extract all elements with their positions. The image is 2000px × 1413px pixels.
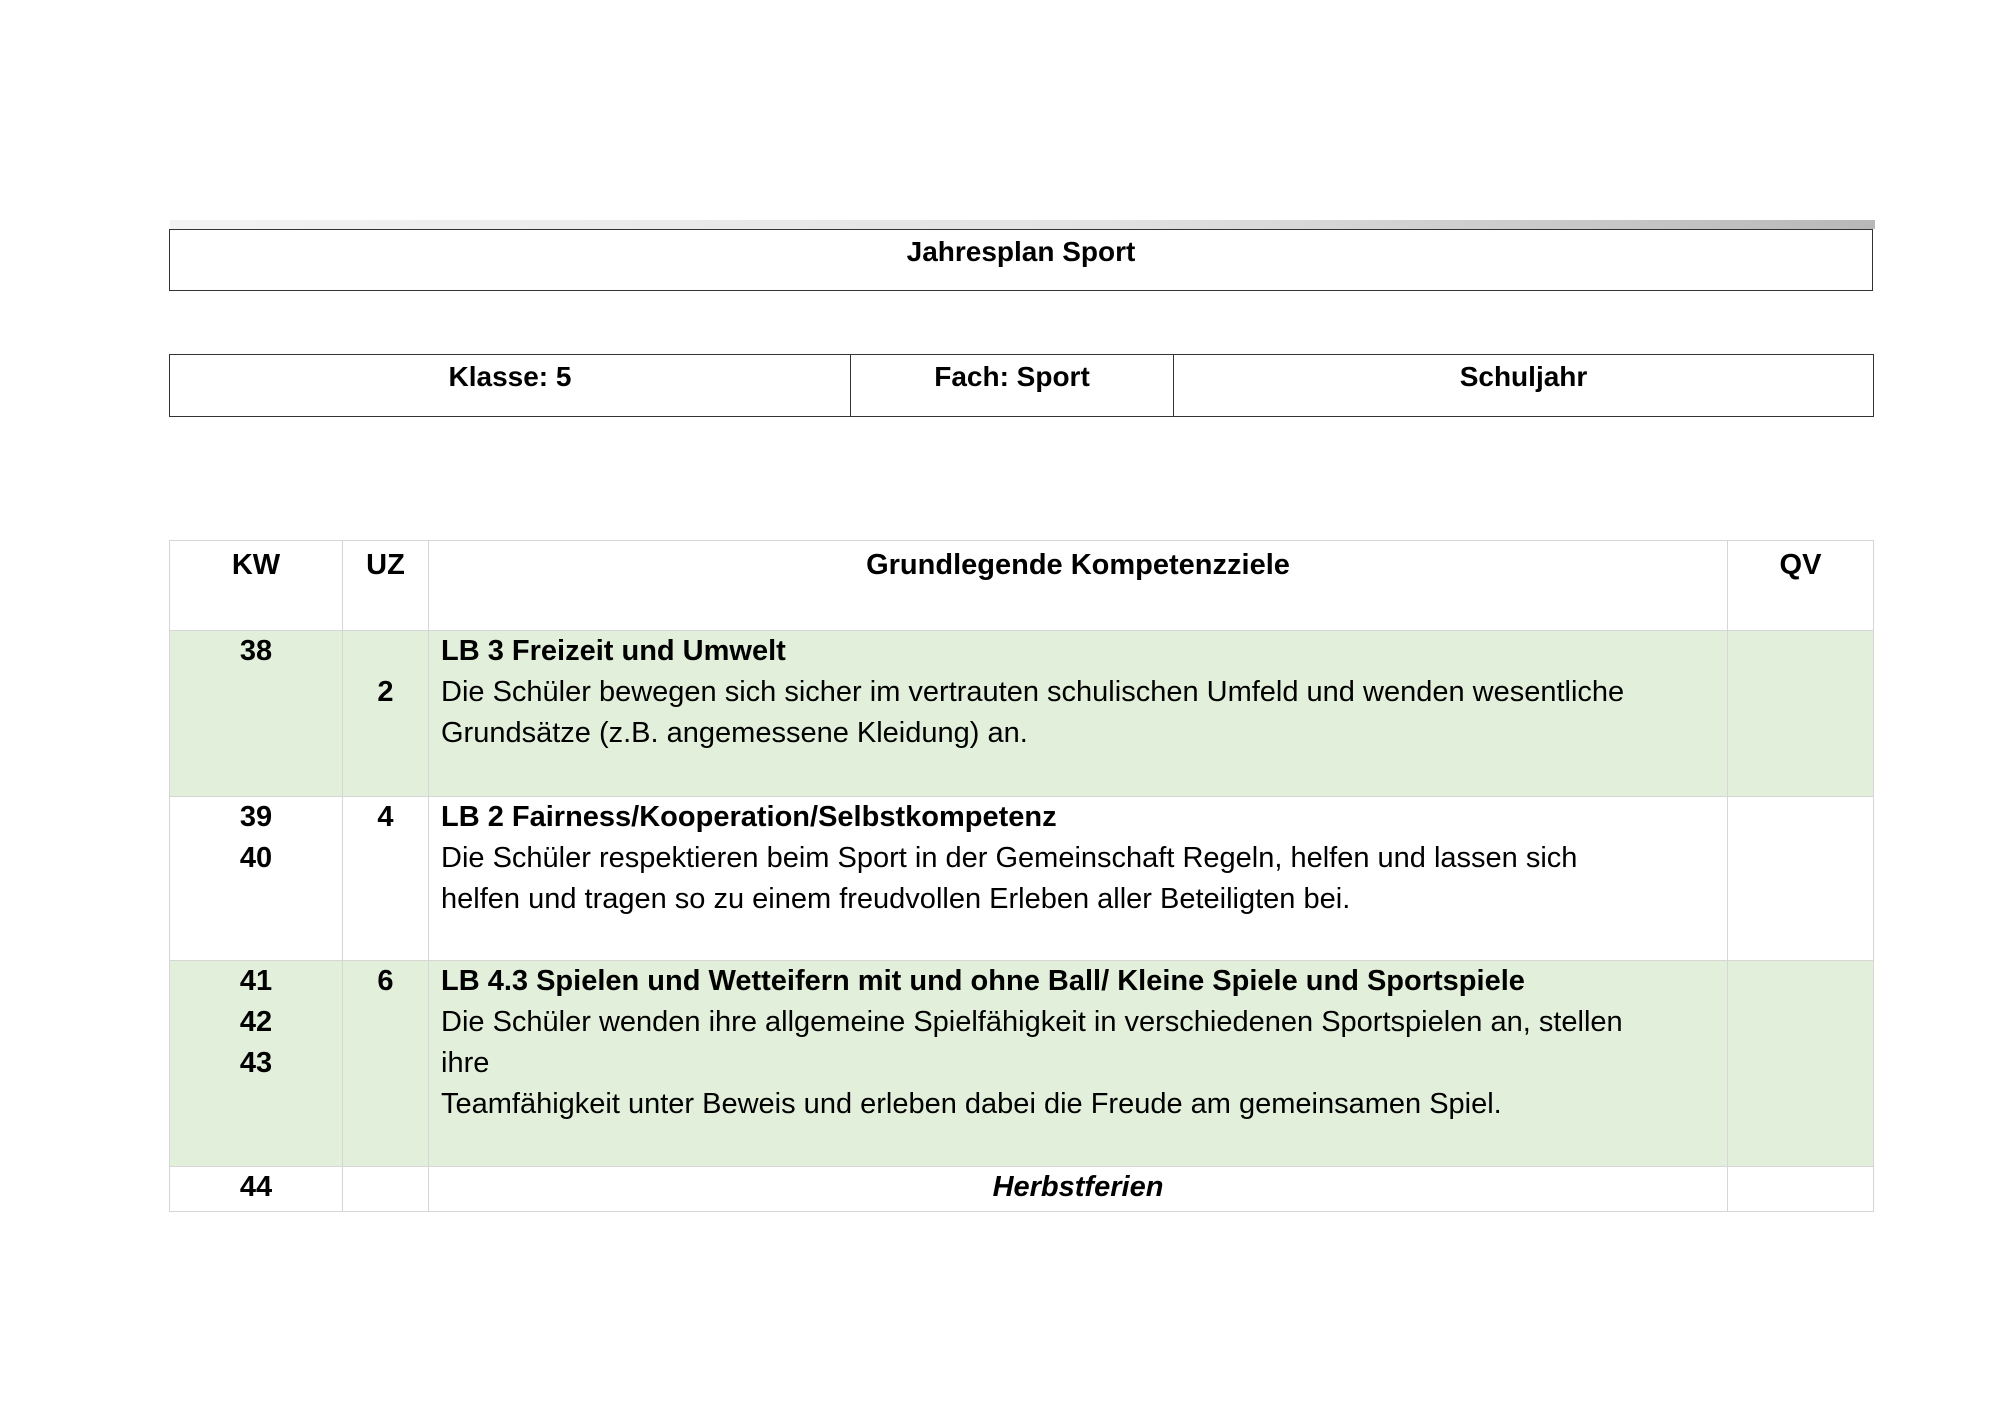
kw-value: 44 <box>239 1171 273 1203</box>
table-row <box>170 797 1874 961</box>
holiday-note: Herbstferien <box>992 1171 1164 1203</box>
qv-cell <box>1728 797 1874 961</box>
competence-line: Die Schüler respektieren beim Sport in der Gemeinschaft Regeln, helfen und lassen sich <box>441 842 1578 874</box>
class-info-table <box>169 354 1874 417</box>
kw-cell <box>170 1167 343 1212</box>
uz-value: 2 <box>377 676 394 708</box>
learning-area-title: LB 3 Freizeit und Umwelt <box>441 635 786 667</box>
school-year-cell: Schuljahr <box>1174 355 1874 417</box>
competence-line: Die Schüler bewegen sich sicher im vertrauten schulischen Umfeld und wenden wesentliche <box>441 676 1625 708</box>
plan-title <box>169 229 1873 291</box>
competence-cell <box>429 1167 1728 1212</box>
header-qv: QV <box>1728 541 1874 631</box>
competence-line: helfen und tragen so zu einem freudvollen Erleben aller Beteiligten bei. <box>441 883 1351 915</box>
class-cell: Klasse: 5 <box>170 355 851 417</box>
kw-value: 39 <box>239 801 273 833</box>
learning-area-title: LB 4.3 Spielen und Wetteifern mit und ohne Ball/ Kleine Spiele und Sportspiele <box>441 965 1525 997</box>
table-header-row <box>170 541 1874 631</box>
competence-line: ihre <box>441 1047 490 1079</box>
competence-cell <box>429 631 1728 797</box>
table-row <box>170 961 1874 1167</box>
kw-value: 41 <box>239 965 273 997</box>
competence-cell <box>429 961 1728 1167</box>
table-row <box>170 631 1874 797</box>
competence-line: Die Schüler wenden ihre allgemeine Spielfähigkeit in verschiedenen Sportspielen an, stellen <box>441 1006 1623 1038</box>
kw-cell <box>170 631 343 797</box>
header-kw: KW <box>170 541 343 631</box>
decorative-header-bar <box>170 220 1875 229</box>
kw-value: 42 <box>239 1006 273 1038</box>
competence-cell <box>429 797 1728 961</box>
annual-plan-table <box>169 540 1874 1212</box>
uz-cell: 4 <box>343 797 429 961</box>
qv-cell <box>1728 1167 1874 1212</box>
kw-value: 43 <box>239 1047 273 1079</box>
uz-cell: 6 <box>343 961 429 1167</box>
kw-value: 38 <box>239 635 273 667</box>
qv-cell <box>1728 961 1874 1167</box>
table-row <box>170 1167 1874 1212</box>
subject-cell: Fach: Sport <box>851 355 1174 417</box>
header-competence-goals: Grundlegende Kompetenzziele <box>429 541 1728 631</box>
class-info-row <box>170 355 1874 417</box>
plan-title-text: Jahresplan Sport <box>906 236 1136 267</box>
learning-area-title: LB 2 Fairness/Kooperation/Selbstkompetenz <box>441 801 1057 833</box>
competence-line: Grundsätze (z.B. angemessene Kleidung) an. <box>441 717 1028 749</box>
uz-cell <box>343 631 429 797</box>
kw-cell <box>170 961 343 1167</box>
uz-cell <box>343 1167 429 1212</box>
competence-line: Teamfähigkeit unter Beweis und erleben dabei die Freude am gemeinsamen Spiel. <box>441 1088 1502 1120</box>
qv-cell <box>1728 631 1874 797</box>
header-uz: UZ <box>343 541 429 631</box>
kw-cell <box>170 797 343 961</box>
kw-value: 40 <box>239 842 273 874</box>
